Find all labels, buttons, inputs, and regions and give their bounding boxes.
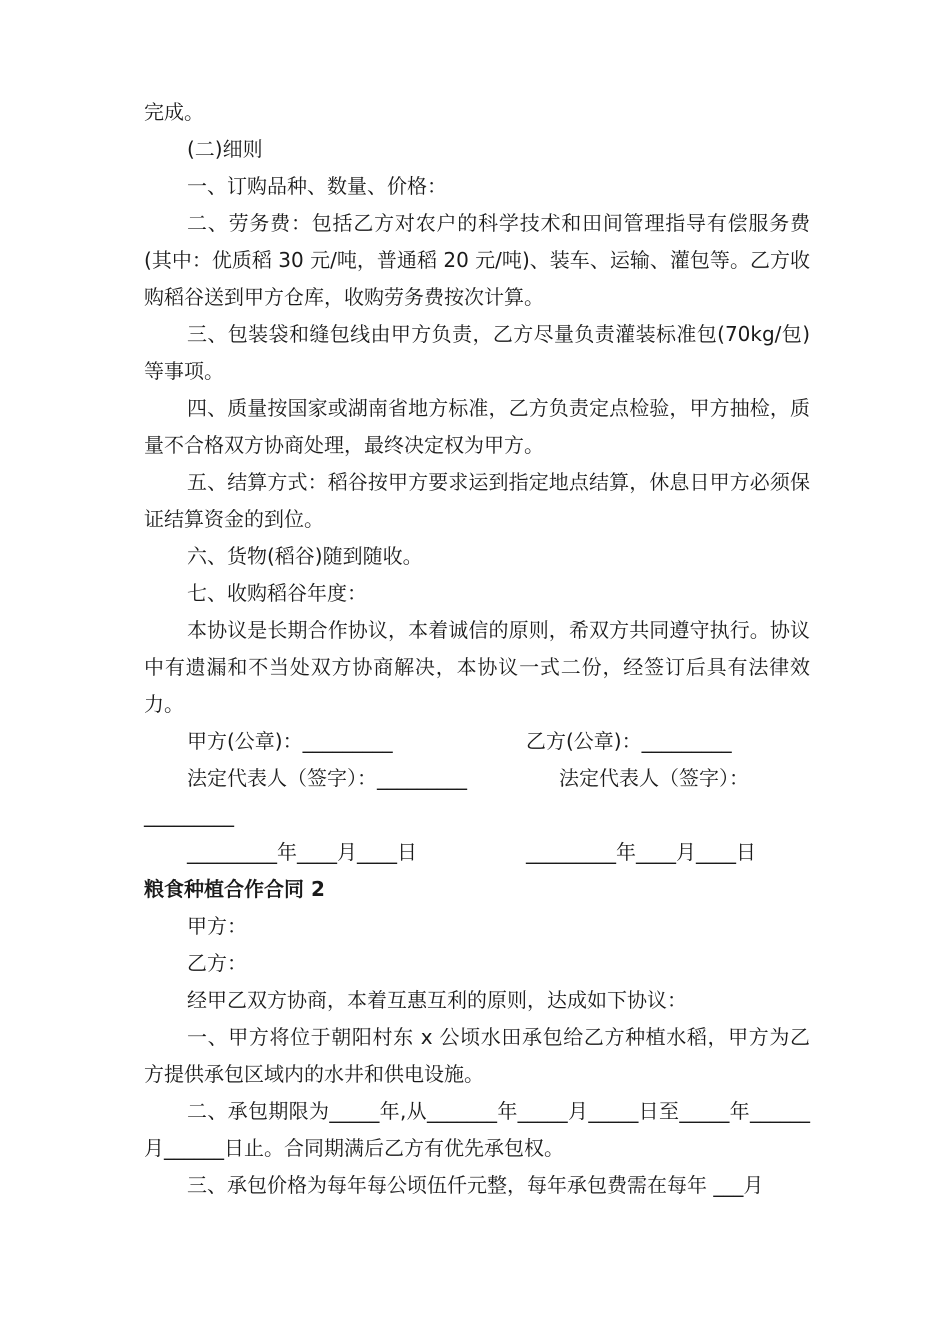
contract-clause-2: 二、承包期限为_____年,从_______年_____月_____日至_____年______月______日止。合同期满后乙方有优先承包权。: [144, 1099, 810, 1160]
clause-3: 三、包装袋和缝包线由甲方负责，乙方尽量负责灌装标准包(70kg/包)等事项。: [144, 322, 810, 383]
party-a-seal: 甲方(公章)：_________: [187, 729, 393, 753]
party-b-seal: 乙方(公章)：_________: [526, 729, 732, 753]
closing-paragraph: 本协议是长期合作协议，本着诚信的原则，希双方共同遵守执行。协议中有遗漏和不当处双方协商解决，本协议一式二份，经签订后具有法律效力。: [144, 618, 810, 716]
preamble: 经甲乙双方协商，本着互惠互利的原则，达成如下协议：: [187, 988, 687, 1012]
legal-rep-b-line: _________: [144, 803, 234, 827]
contract-heading: 粮食种植合作合同 2: [144, 877, 325, 901]
paragraph-continuation: 完成。: [144, 100, 204, 124]
clause-7: 七、收购稻谷年度：: [187, 581, 367, 605]
date-row: [144, 834, 810, 871]
seal-row: [144, 723, 810, 760]
section-subtitle: (二)细则: [187, 137, 263, 161]
date-a: _________年____月____日: [187, 840, 417, 864]
document-body: [144, 94, 810, 1204]
contract-clause-1: 一、甲方将位于朝阳村东 x 公顷水田承包给乙方种植水稻，甲方为乙方提供承包区域内的水井和供电设施。: [144, 1025, 810, 1086]
clause-4: 四、质量按国家或湖南省地方标准，乙方负责定点检验，甲方抽检，质量不合格双方协商处理，最终决定权为甲方。: [144, 396, 810, 457]
contract-clause-3: 三、承包价格为每年每公顷伍仟元整，每年承包费需在每年 ___月: [187, 1173, 764, 1197]
clause-1: 一、订购品种、数量、价格：: [187, 174, 447, 198]
legal-rep-b: 法定代表人（签字）：: [559, 766, 749, 790]
party-a-label: 甲方：: [187, 914, 247, 938]
date-b: _________年____月____日: [526, 840, 756, 864]
legal-rep-a: 法定代表人（签字）：_________: [187, 766, 467, 790]
legal-rep-row: [144, 760, 810, 797]
party-b-label: 乙方：: [187, 951, 247, 975]
clause-2: 二、劳务费：包括乙方对农户的科学技术和田间管理指导有偿服务费(其中：优质稻 30 元/吨，普通稻 20 元/吨)、装车、运输、灌包等。乙方收购稻谷送到甲方仓库，收购劳务费按次计算。: [144, 211, 810, 309]
clause-6: 六、货物(稻谷)随到随收。: [187, 544, 423, 568]
clause-5: 五、结算方式：稻谷按甲方要求运到指定地点结算，休息日甲方必须保证结算资金的到位。: [144, 470, 810, 531]
